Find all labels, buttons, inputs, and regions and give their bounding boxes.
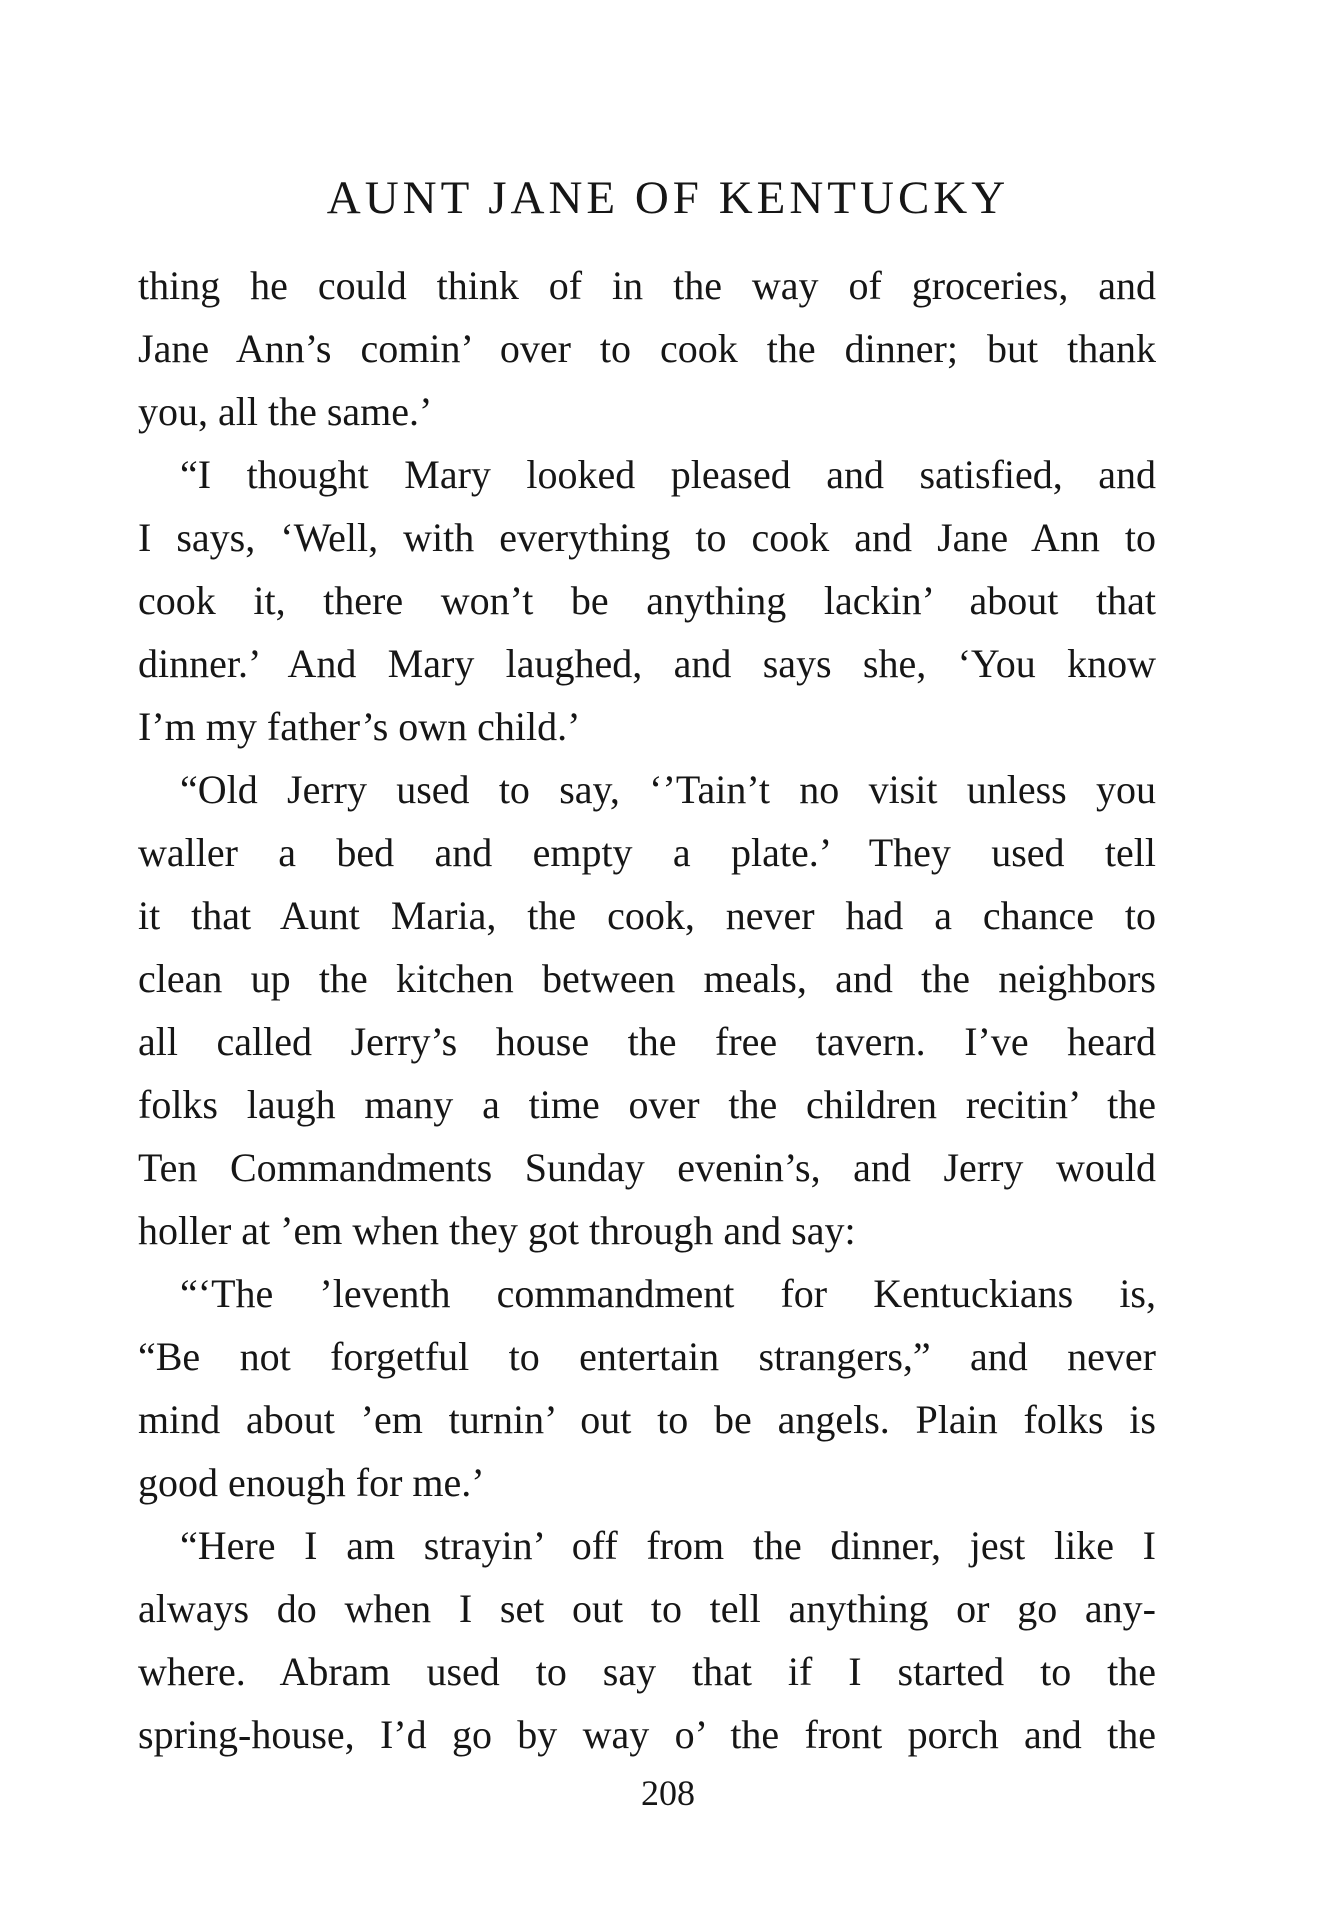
text-line: “I thought Mary looked pleased and satisfied, and: [180, 452, 1156, 497]
text-line: I says, ‘Well, with everything to cook and Jane Ann to: [138, 515, 1156, 560]
text-line: mind about ’em turnin’ out to be angels. Plain folks is: [138, 1397, 1156, 1442]
text-line: where. Abram used to say that if I started to the: [138, 1649, 1156, 1694]
text-line: it that Aunt Maria, the cook, never had a chance to: [138, 893, 1156, 938]
text-line: spring-house, I’d go by way o’ the front porch and the: [138, 1712, 1156, 1757]
text-line: “Here I am strayin’ off from the dinner, jest like I: [180, 1523, 1156, 1568]
text-line: good enough for me.’: [138, 1460, 485, 1505]
text-line: folks laugh many a time over the children recitin’ the: [138, 1082, 1156, 1127]
body-text: [138, 254, 1156, 1766]
text-line: Ten Commandments Sunday evenin’s, and Jerry would: [138, 1145, 1156, 1190]
text-line: all called Jerry’s house the free tavern. I’ve heard: [138, 1019, 1156, 1064]
text-line: “Old Jerry used to say, ‘’Tain’t no visit unless you: [180, 767, 1156, 812]
text-line: thing he could think of in the way of groceries, and: [138, 263, 1156, 308]
text-line: I’m my father’s own child.’: [138, 704, 581, 749]
text-line: you, all the same.’: [138, 389, 433, 434]
text-line: always do when I set out to tell anything or go any-: [138, 1586, 1156, 1631]
running-head: AUNT JANE OF KENTUCKY: [326, 172, 1010, 224]
text-line: “Be not forgetful to entertain strangers,” and never: [138, 1334, 1156, 1379]
text-line: holler at ’em when they got through and say:: [138, 1208, 856, 1253]
text-line: waller a bed and empty a plate.’ They used tell: [138, 830, 1156, 875]
text-line: clean up the kitchen between meals, and the neighbors: [138, 956, 1156, 1001]
page-number: 208: [641, 1773, 695, 1813]
text-line: “‘The ’leventh commandment for Kentuckians is,: [180, 1271, 1156, 1316]
text-line: dinner.’ And Mary laughed, and says she, ‘You know: [138, 641, 1156, 686]
text-line: cook it, there won’t be anything lackin’ about that: [138, 578, 1156, 623]
text-line: Jane Ann’s comin’ over to cook the dinner; but thank: [138, 326, 1156, 371]
